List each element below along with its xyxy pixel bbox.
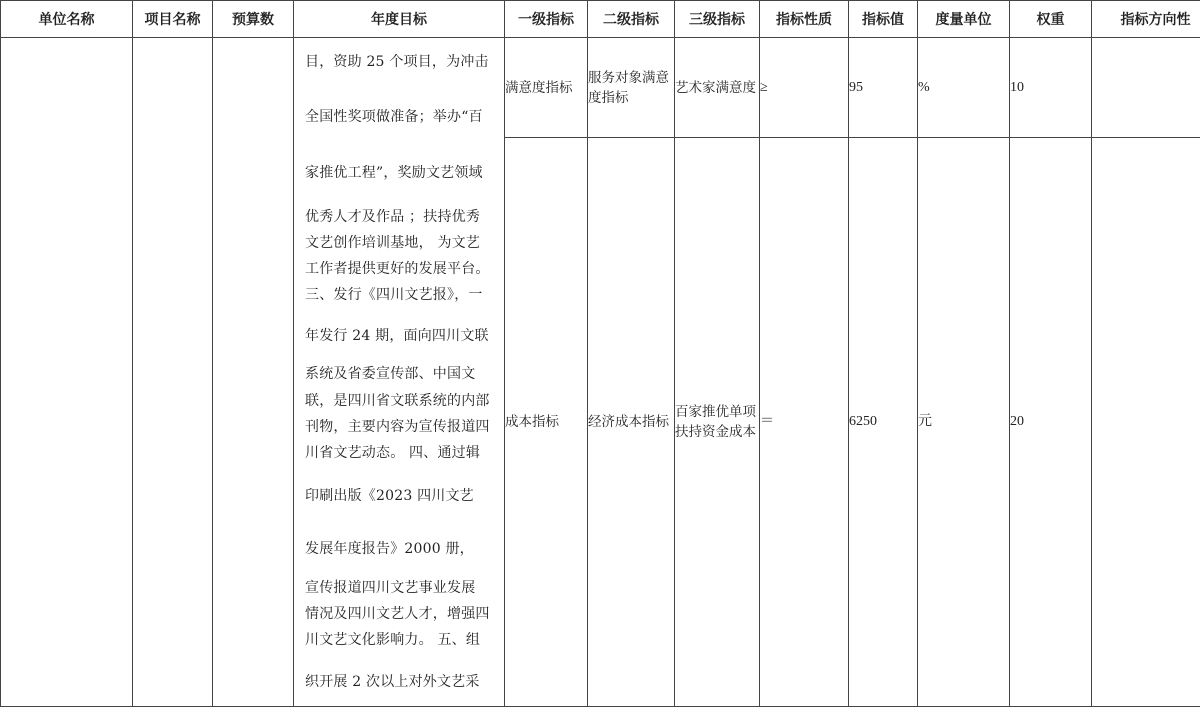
level3-indicator-cell: 百家推优单项扶持资金成本: [675, 138, 760, 707]
measure-unit-cell: 元: [918, 138, 1010, 707]
header-unit-name: 单位名称: [1, 1, 133, 38]
header-level3-indicator: 三级指标: [675, 1, 760, 38]
annual-goal-line: 三、发行《四川文艺报》，一: [305, 287, 483, 303]
budget-cell: [213, 38, 294, 707]
annual-goal-line: 全国性奖项做准备；举办“百: [305, 109, 483, 125]
annual-goal-line: 优秀人才及作品 ；扶持优秀: [305, 209, 481, 225]
annual-goal-line: 系统及省委宣传部、中国文: [305, 366, 476, 382]
header-weight: 权重: [1010, 1, 1092, 38]
indicator-value-cell: 6250: [849, 138, 918, 707]
header-direction: 指标方向性: [1092, 1, 1200, 38]
level2-indicator-cell: 经济成本指标: [588, 138, 675, 707]
annual-goal-line: 川省文艺动态。 四、通过辑: [305, 445, 481, 461]
table-row: [1, 38, 1200, 138]
annual-goal-line: 印刷出版《2023 四川文艺: [305, 488, 474, 504]
unit-name-cell: [1, 38, 133, 707]
table-header-row: [1, 1, 1200, 38]
level1-indicator-cell: 满意度指标: [505, 38, 588, 138]
annual-goal-line: 工作者提供更好的发展平台。: [305, 261, 490, 277]
header-measure-unit: 度量单位: [918, 1, 1010, 38]
header-budget: 预算数: [213, 1, 294, 38]
direction-cell: [1092, 38, 1200, 138]
annual-goal-line: 年发行 24 期，面向四川文联: [305, 328, 489, 344]
indicator-value-cell: 95: [849, 38, 918, 138]
annual-goal-line: 联，是四川省文联系统的内部: [305, 393, 490, 409]
weight-cell: 10: [1010, 38, 1092, 138]
annual-goal-line: 川文艺文化影响力。 五、组: [305, 632, 481, 648]
indicator-nature-cell: ＝: [760, 138, 849, 707]
annual-goal-cell: [294, 38, 505, 707]
header-level2-indicator: 二级指标: [588, 1, 675, 38]
header-annual-goal: 年度目标: [294, 1, 505, 38]
project-name-cell: [133, 38, 213, 707]
level3-indicator-cell: 艺术家满意度: [675, 38, 760, 138]
annual-goal-line: 文艺创作培训基地， 为文艺: [305, 235, 481, 251]
header-indicator-value: 指标值: [849, 1, 918, 38]
annual-goal-line: 织开展 2 次以上对外文艺采: [305, 674, 480, 690]
annual-goal-line: 情况及四川文艺人才，增强四: [305, 606, 490, 622]
annual-goal-line: 发展年度报告》2000 册，: [305, 541, 474, 557]
direction-cell: [1092, 138, 1200, 707]
level2-indicator-cell: 服务对象满意度指标: [588, 38, 675, 138]
annual-goal-line: 宣传报道四川文艺事业发展: [305, 580, 476, 596]
indicator-nature-cell: ≥: [760, 38, 849, 138]
annual-goal-line: 家推优工程”，奖励文艺领域: [305, 165, 483, 181]
measure-unit-cell: %: [918, 38, 1010, 138]
weight-cell: 20: [1010, 138, 1092, 707]
header-level1-indicator: 一级指标: [505, 1, 588, 38]
annual-goal-line: 刊物，主要内容为宣传报道四: [305, 419, 490, 435]
level1-indicator-cell: 成本指标: [505, 138, 588, 707]
header-project-name: 项目名称: [133, 1, 213, 38]
header-indicator-nature: 指标性质: [760, 1, 849, 38]
annual-goal-line: 目，资助 25 个项目，为冲击: [305, 54, 489, 70]
